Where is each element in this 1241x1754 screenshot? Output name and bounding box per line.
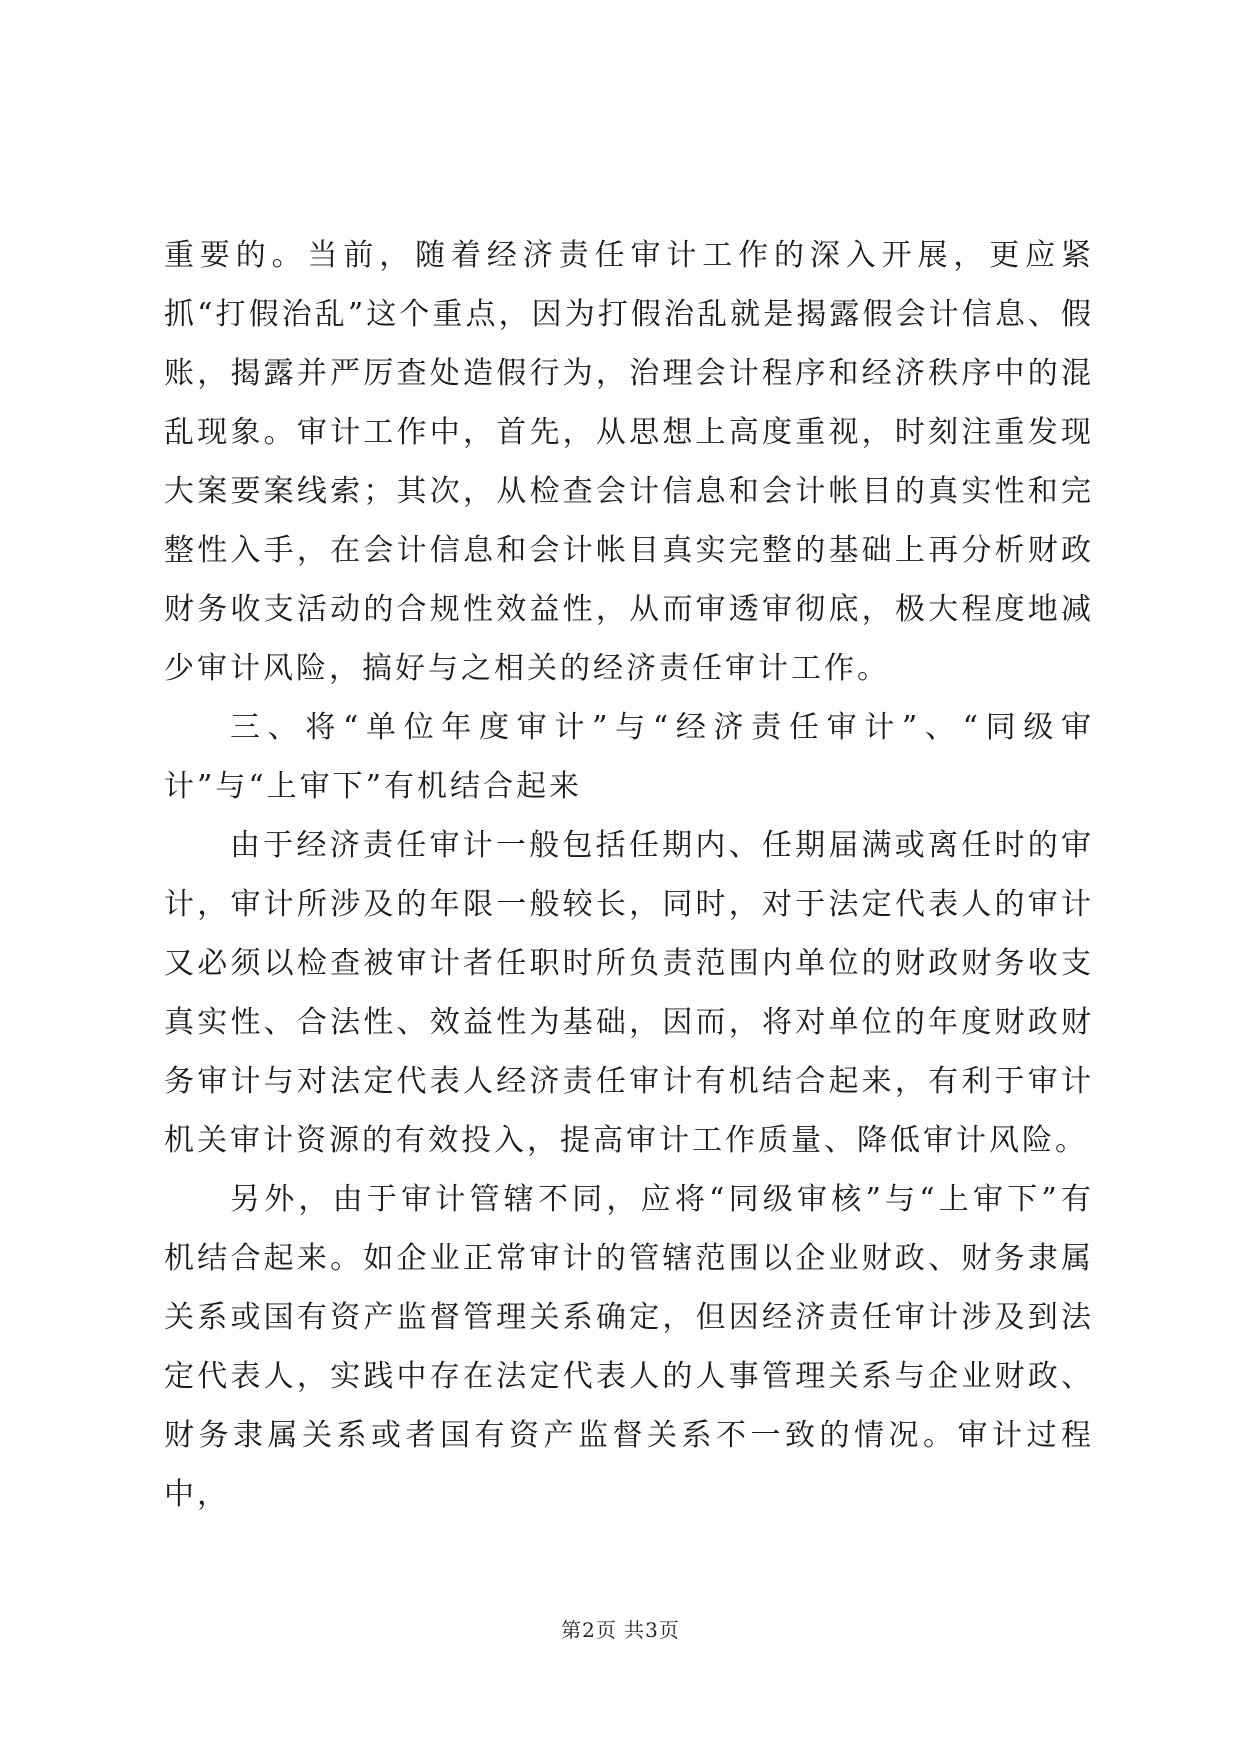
paragraph-jurisdiction: 另外，由于审计管辖不同，应将“同级审核”与“上审下”有机结合起来。如企业正常审计的管辖范围以企业财政、财务隶属关系或国有资产监督管理关系确定，但因经济责任审计涉及到法定代表人，实践中存在法定代表人的人事管理关系与企业财政、财务隶属关系或者国有资产监督关系不一致的情况。审计过程中， [164,1182,1094,1512]
paragraph-economic-audit: 由于经济责任审计一般包括任期内、任期届满或离任时的审计，审计所涉及的年限一般较长，同时，对于法定代表人的审计又必须以检查被审计者任职时所负责范围内单位的财政财务收支真实性、合法性、效益性为基础，因而，将对单位的年度财政财务审计与对法定代表人经济责任审计有机结合起来，有利于审计机关审计资源的有效投入，提高审计工作质量、降低审计风险。 [164,828,1094,1158]
document-body [164,226,1094,1524]
page-number-footer: 第2页 共3页 [561,1618,680,1642]
section-heading-three: 三、将“单位年度审计”与“经济责任审计”、“同级审计”与“上审下”有机结合起来 [164,710,1094,804]
paragraph-continuation: 重要的。当前，随着经济责任审计工作的深入开展，更应紧抓“打假治乱”这个重点，因为打假治乱就是揭露假会计信息、假账，揭露并严厉查处造假行为，治理会计程序和经济秩序中的混乱现象。审计工作中，首先，从思想上高度重视，时刻注重发现大案要案线索；其次，从检查会计信息和会计帐目的真实性和完整性入手，在会计信息和会计帐目真实完整的基础上再分析财政财务收支活动的合规性效益性，从而审透审彻底，极大程度地减少审计风险，搞好与之相关的经济责任审计工作。 [164,238,1094,686]
